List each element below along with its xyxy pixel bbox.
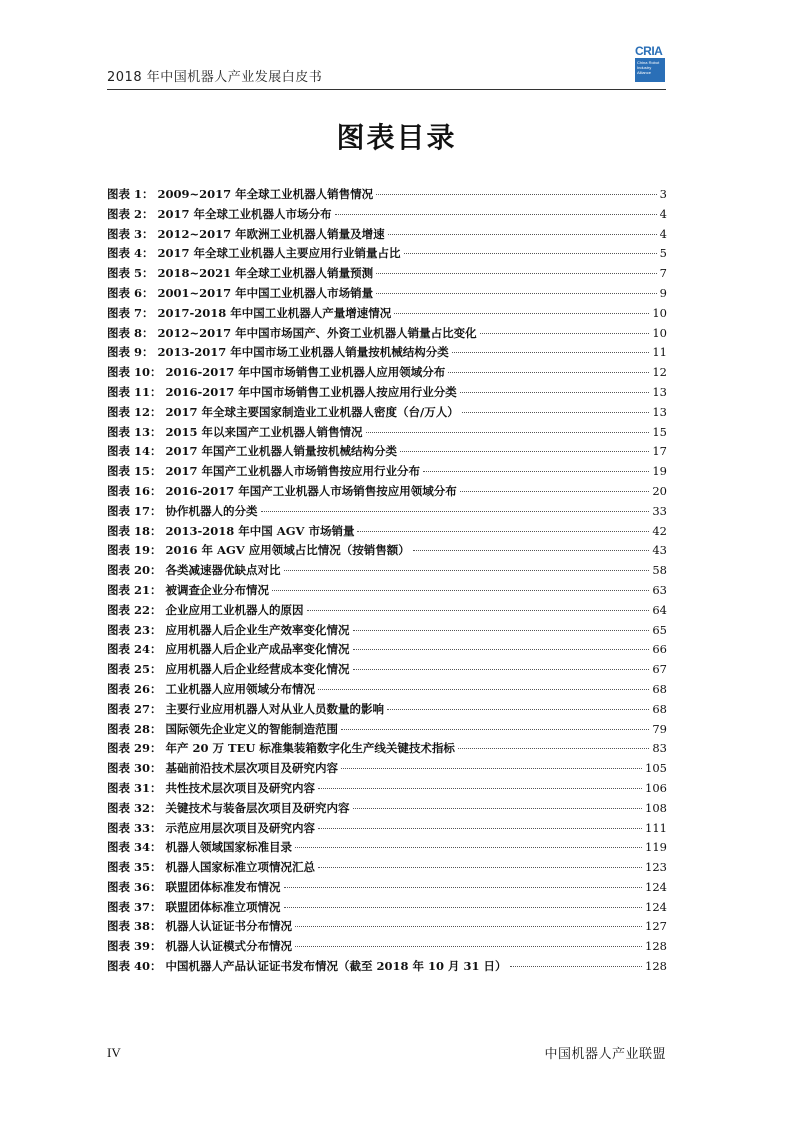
toc-entry-title[interactable]: 2016-2017 年中国市场销售工业机器人应用领域分布 — [165, 365, 446, 380]
toc-entry-title[interactable]: 共性技术层次项目及研究内容 — [165, 780, 316, 795]
toc-entry-page[interactable]: 19 — [652, 464, 667, 479]
toc-entry[interactable] — [107, 602, 667, 622]
toc-entry-label: 图表 24： — [107, 642, 162, 657]
toc-entry-page[interactable]: 79 — [652, 721, 667, 736]
toc-entry-label: 图表 3： — [107, 226, 154, 241]
toc-entry[interactable] — [107, 760, 667, 780]
toc-entry-title[interactable]: 年产 20 万 TEU 标准集装箱数字化生产线关键技术指标 — [165, 741, 455, 756]
toc-entry-title[interactable]: 2013-2018 年中国 AGV 市场销量 — [165, 523, 355, 538]
toc-entry-page[interactable]: 124 — [645, 879, 667, 894]
toc-entry-title[interactable]: 国际领先企业定义的智能制造范围 — [165, 721, 339, 736]
toc-entry-label: 图表 28： — [107, 721, 162, 736]
toc-entry-page[interactable]: 5 — [659, 246, 667, 261]
toc-entry-title[interactable]: 2017 年全球工业机器人市场分布 — [157, 206, 332, 221]
toc-entry-page[interactable]: 13 — [652, 404, 667, 419]
toc-entry-label: 图表 1： — [107, 187, 154, 201]
toc-entry[interactable] — [107, 404, 667, 424]
toc-entry-label: 图表 33： — [107, 820, 162, 835]
toc-entry-page[interactable]: 67 — [652, 662, 667, 677]
toc-dot-leader — [307, 610, 650, 611]
toc-dot-leader — [295, 926, 642, 927]
toc-entry-title[interactable]: 机器人国家标准立项情况汇总 — [165, 860, 316, 875]
toc-entry-label: 图表 38： — [107, 919, 162, 934]
toc-entry-page[interactable]: 33 — [652, 503, 667, 518]
toc-dot-leader — [318, 788, 642, 789]
toc-entry-page[interactable]: 58 — [652, 563, 667, 578]
toc-entry[interactable] — [107, 859, 667, 879]
toc-entry[interactable] — [107, 503, 667, 523]
page-title: 图表目录 — [336, 121, 457, 154]
toc-entry-title[interactable]: 2017 年国产工业机器人销量按机械结构分类 — [165, 444, 398, 459]
toc-entry[interactable] — [107, 226, 667, 246]
toc-entry-label: 图表 8： — [107, 325, 154, 340]
toc-entry-label: 图表 31： — [107, 780, 162, 795]
toc-entry-label: 图表 34： — [107, 840, 162, 855]
toc-entry[interactable] — [107, 820, 667, 840]
toc-entry[interactable] — [107, 879, 667, 899]
toc-entry-title[interactable]: 示范应用层次项目及研究内容 — [165, 820, 316, 835]
toc-dot-leader — [318, 867, 642, 868]
toc-entry-label: 图表 27： — [107, 701, 162, 716]
toc-entry[interactable] — [107, 899, 667, 919]
toc-entry-page[interactable]: 119 — [645, 840, 667, 855]
toc-entry[interactable] — [107, 562, 667, 582]
toc-entry-title[interactable]: 联盟团体标准立项情况 — [165, 899, 281, 914]
toc-entry-label: 图表 23： — [107, 622, 162, 637]
toc-entry-title[interactable]: 2017 年全球工业机器人主要应用行业销量占比 — [157, 246, 401, 261]
toc-entry-page[interactable]: 127 — [645, 919, 667, 934]
toc-entry-page[interactable]: 64 — [652, 602, 667, 617]
toc-entry-label: 图表 14： — [107, 444, 162, 459]
toc-entry-title[interactable]: 2016-2017 年中国市场销售工业机器人按应用行业分类 — [165, 384, 457, 399]
toc-entry-label: 图表 2： — [107, 206, 154, 221]
toc-entry-title[interactable]: 应用机器人后企业经营成本变化情况 — [165, 662, 350, 677]
toc-entry-label: 图表 4： — [107, 246, 154, 261]
toc-dot-leader — [413, 550, 650, 551]
toc-entry-page[interactable]: 13 — [652, 384, 667, 399]
toc-entry[interactable] — [107, 661, 667, 681]
toc-entry[interactable] — [107, 186, 667, 206]
toc-dot-leader — [376, 273, 657, 274]
toc-entry[interactable] — [107, 958, 667, 978]
toc-entry[interactable] — [107, 325, 667, 345]
toc-entry-label: 图表 29： — [107, 741, 162, 756]
toc-entry-label: 图表 13： — [107, 424, 162, 439]
toc-entry-label: 图表 37： — [107, 899, 162, 914]
toc-entry-title[interactable]: 工业机器人应用领域分布情况 — [165, 681, 316, 696]
toc-dot-leader — [423, 471, 649, 472]
toc-entry-page[interactable]: 105 — [645, 761, 667, 776]
toc-dot-leader — [452, 352, 650, 353]
toc-entry-title[interactable]: 协作机器人的分类 — [165, 503, 258, 518]
toc-entry-title[interactable]: 2001~2017 年中国工业机器人市场销量 — [157, 285, 374, 300]
toc-entry-page[interactable]: 111 — [645, 820, 667, 835]
logo-tagline: China Robot Industry Alliance — [635, 58, 665, 82]
toc-entry-page[interactable]: 7 — [659, 266, 667, 281]
toc-entry[interactable] — [107, 265, 667, 285]
toc-entry-page[interactable]: 65 — [652, 622, 667, 637]
logo-acronym: CRIA — [635, 44, 663, 58]
toc-entry-page[interactable]: 124 — [645, 899, 667, 914]
toc-entry-label: 图表 17： — [107, 503, 162, 518]
toc-dot-leader — [284, 907, 643, 908]
header-title: 2018 年中国机器人产业发展白皮书 — [107, 70, 323, 85]
toc-entry-label: 图表 20： — [107, 563, 162, 578]
toc-entry-page[interactable]: 11 — [652, 345, 667, 360]
toc-entry-label: 图表 39： — [107, 939, 162, 954]
toc-entry[interactable] — [107, 780, 667, 800]
toc-entry[interactable] — [107, 206, 667, 226]
footer-organization: 中国机器人产业联盟 — [544, 1047, 666, 1062]
toc-entry[interactable] — [107, 384, 667, 404]
toc-entry-page[interactable]: 83 — [652, 741, 667, 756]
toc-entry[interactable] — [107, 839, 667, 859]
toc-entry-title[interactable]: 机器人领域国家标准目录 — [165, 840, 293, 855]
toc-entry-page[interactable]: 43 — [652, 543, 667, 558]
footer-page-number: IV — [107, 1045, 121, 1060]
toc-entry-label: 图表 30： — [107, 761, 162, 776]
toc-entry[interactable] — [107, 344, 667, 364]
toc-entry-page[interactable]: 123 — [645, 860, 667, 875]
toc-entry[interactable] — [107, 364, 667, 384]
toc-entry-page[interactable]: 68 — [652, 681, 667, 696]
toc-dot-leader — [480, 333, 650, 334]
toc-entry-title[interactable]: 2016 年 AGV 应用领域占比情况（按销售额） — [165, 543, 410, 558]
toc-entry-page[interactable]: 128 — [645, 939, 667, 954]
toc-entry[interactable] — [107, 305, 667, 325]
toc-entry-title[interactable]: 2016-2017 年国产工业机器人市场销售按应用领域分布 — [165, 483, 457, 498]
toc-entry-title[interactable]: 2017 年全球主要国家制造业工业机器人密度（台/万人） — [165, 404, 459, 419]
toc-entry-page[interactable]: 4 — [659, 206, 667, 221]
toc-dot-leader — [353, 808, 643, 809]
toc-entry-title[interactable]: 各类减速器优缺点对比 — [165, 563, 281, 578]
toc-entry-page[interactable]: 17 — [652, 444, 667, 459]
toc-dot-leader — [404, 253, 657, 254]
toc-entry-label: 图表 40： — [107, 959, 162, 974]
toc-entry-page[interactable]: 66 — [652, 642, 667, 657]
toc-entry-title[interactable]: 应用机器人后企业生产效率变化情况 — [165, 622, 350, 637]
toc-dot-leader — [284, 570, 650, 571]
toc-entry-label: 图表 32： — [107, 800, 162, 815]
toc-entry-title[interactable]: 基础前沿技术层次项目及研究内容 — [165, 761, 339, 776]
toc-entry[interactable] — [107, 285, 667, 305]
toc-entry[interactable] — [107, 721, 667, 741]
toc-dot-leader — [261, 511, 650, 512]
toc-entry-label: 图表 25： — [107, 662, 162, 677]
toc-entry-title[interactable]: 2018~2021 年全球工业机器人销量预测 — [157, 266, 374, 281]
toc-entry-page[interactable]: 68 — [652, 701, 667, 716]
toc-dot-leader — [335, 214, 657, 215]
toc-dot-leader — [341, 729, 649, 730]
toc-entry-label: 图表 10： — [107, 365, 162, 380]
toc-entry[interactable] — [107, 424, 667, 444]
toc-dot-leader — [376, 293, 657, 294]
toc-entry-label: 图表 18： — [107, 523, 162, 538]
toc-entry[interactable] — [107, 622, 667, 642]
toc-entry-page[interactable]: 4 — [659, 226, 667, 241]
toc-dot-leader — [448, 372, 649, 373]
toc-dot-leader — [388, 234, 657, 235]
toc-entry-label: 图表 11： — [107, 384, 162, 399]
toc-entry-title[interactable]: 主要行业应用机器人对从业人员数量的影响 — [165, 701, 385, 716]
toc-entry-page[interactable]: 10 — [652, 325, 667, 340]
toc-dot-leader — [462, 412, 650, 413]
toc-dot-leader — [387, 709, 649, 710]
toc-entry-label: 图表 7： — [107, 305, 154, 320]
toc-dot-leader — [376, 194, 657, 195]
toc-entry-page[interactable]: 12 — [652, 365, 667, 380]
toc-entry-title[interactable]: 中国机器人产品认证证书发布情况（截至 2018 年 10 月 31 日） — [165, 959, 507, 974]
toc-entry-title[interactable]: 2017 年国产工业机器人市场销售按应用行业分布 — [165, 464, 421, 479]
toc-entry-title[interactable]: 2012~2017 年中国市场国产、外资工业机器人销量占比变化 — [157, 325, 477, 340]
toc-entry-label: 图表 12： — [107, 404, 162, 419]
toc-entry[interactable] — [107, 443, 667, 463]
toc-dot-leader — [318, 689, 649, 690]
toc-entry-label: 图表 19： — [107, 543, 162, 558]
toc-entry-title[interactable]: 2017-2018 年中国工业机器人产量增速情况 — [157, 305, 392, 320]
toc-entry-title[interactable]: 2009~2017 年全球工业机器人销售情况 — [157, 187, 374, 201]
toc-entry-label: 图表 5： — [107, 266, 154, 281]
toc-entry-title[interactable]: 2015 年以来国产工业机器人销售情况 — [165, 424, 363, 439]
toc-dot-leader — [400, 451, 649, 452]
toc-dot-leader — [353, 669, 650, 670]
toc-entry[interactable] — [107, 701, 667, 721]
toc-dot-leader — [353, 649, 650, 650]
header-divider — [107, 89, 666, 90]
toc-entry-page[interactable]: 20 — [652, 483, 667, 498]
toc-entry-title[interactable]: 关键技术与装备层次项目及研究内容 — [165, 800, 350, 815]
page-header — [107, 38, 666, 88]
toc-entry[interactable] — [107, 918, 667, 938]
toc-dot-leader — [272, 590, 649, 591]
toc-entry-page[interactable]: 108 — [645, 800, 667, 815]
toc-entry-label: 图表 21： — [107, 582, 162, 597]
toc-dot-leader — [357, 531, 649, 532]
toc-entry[interactable] — [107, 740, 667, 760]
toc-dot-leader — [318, 828, 642, 829]
toc-entry-page[interactable]: 3 — [659, 187, 667, 201]
toc-dot-leader — [460, 491, 650, 492]
toc-dot-leader — [353, 630, 650, 631]
toc-entry-label: 图表 35： — [107, 860, 162, 875]
toc-entry-title[interactable]: 应用机器人后企业产成品率变化情况 — [165, 642, 350, 657]
toc-entry[interactable] — [107, 483, 667, 503]
toc-entry-title[interactable]: 2013-2017 年中国市场工业机器人销量按机械结构分类 — [157, 345, 449, 360]
toc-entry-page[interactable]: 9 — [659, 285, 667, 300]
table-of-figures — [107, 186, 667, 978]
toc-entry[interactable] — [107, 523, 667, 543]
toc-entry-page[interactable]: 10 — [652, 305, 667, 320]
toc-entry-page[interactable]: 128 — [645, 959, 667, 974]
toc-entry[interactable] — [107, 245, 667, 265]
cria-logo — [635, 44, 669, 84]
toc-entry-title[interactable]: 2012~2017 年欧洲工业机器人销量及增速 — [157, 226, 385, 241]
toc-entry-label: 图表 9： — [107, 345, 154, 360]
toc-entry-page[interactable]: 63 — [652, 582, 667, 597]
toc-entry-label: 图表 6： — [107, 285, 154, 300]
toc-entry-title[interactable]: 联盟团体标准发布情况 — [165, 879, 281, 894]
toc-entry[interactable] — [107, 681, 667, 701]
toc-entry-label: 图表 22： — [107, 602, 162, 617]
toc-entry-title[interactable]: 机器人认证模式分布情况 — [165, 939, 293, 954]
toc-entry-title[interactable]: 企业应用工业机器人的原因 — [165, 602, 304, 617]
toc-dot-leader — [510, 966, 642, 967]
toc-entry-label: 图表 15： — [107, 464, 162, 479]
toc-entry-label: 图表 36： — [107, 879, 162, 894]
toc-entry-label: 图表 16： — [107, 483, 162, 498]
toc-entry-title[interactable]: 被调查企业分布情况 — [165, 582, 270, 597]
toc-entry[interactable] — [107, 800, 667, 820]
toc-dot-leader — [458, 748, 649, 749]
toc-entry-label: 图表 26： — [107, 681, 162, 696]
toc-entry-title[interactable]: 机器人认证证书分布情况 — [165, 919, 293, 934]
toc-entry-page[interactable]: 15 — [652, 424, 667, 439]
toc-dot-leader — [460, 392, 650, 393]
toc-entry-page[interactable]: 106 — [645, 780, 667, 795]
toc-dot-leader — [341, 768, 642, 769]
toc-entry[interactable] — [107, 938, 667, 958]
toc-dot-leader — [295, 847, 642, 848]
toc-entry[interactable] — [107, 582, 667, 602]
toc-entry-page[interactable]: 42 — [652, 523, 667, 538]
toc-dot-leader — [366, 432, 650, 433]
toc-entry[interactable] — [107, 542, 667, 562]
toc-entry[interactable] — [107, 641, 667, 661]
toc-dot-leader — [284, 887, 643, 888]
toc-entry[interactable] — [107, 463, 667, 483]
toc-dot-leader — [394, 313, 649, 314]
toc-dot-leader — [295, 946, 642, 947]
